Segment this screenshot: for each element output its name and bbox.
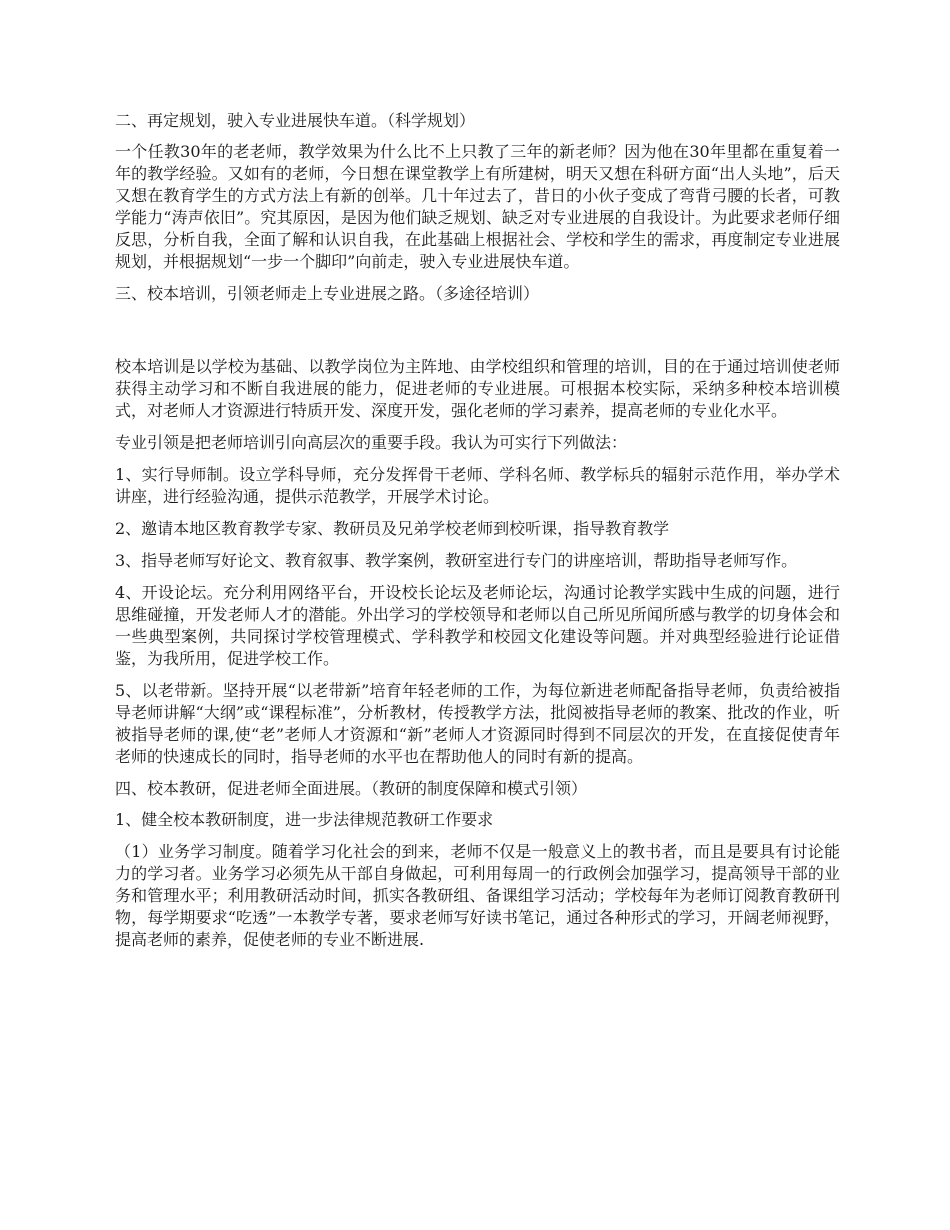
section-heading-planning: 二、再定规划，驶入专业进展快车道。（科学规划） [115, 111, 476, 130]
paragraph-training-body: 校本培训是以学校为基础、以教学岗位为主阵地、由学校组织和管理的培训，目的在于通过培训使老师获得主动学习和不断自我进展的能力，促进老师的专业进展。可根据本校实际，采纳多种校本培训模式，对老师人才资源进行特质开发、深度开发，强化老师的学习素养，提高老师的专业化水平。 [115, 357, 840, 420]
section-heading-training: 三、校本培训，引领老师走上专业进展之路。（多途径培训） [115, 284, 540, 303]
list-item-research-system: 1、健全校本教研制度，进一步法律规范教研工作要求 [115, 810, 494, 829]
document-page [115, 110, 840, 961]
section-heading-research: 四、校本教研，促进老师全面进展。（教研的制度保障和模式引领） [115, 779, 588, 798]
list-item-mentor-system: 1、实行导师制。设立学科导师，充分发挥骨干老师、学科名师、教学标兵的辐射示范作用，举办学术讲座，进行经验沟通，提供示范教学，开展学术讨论。 [115, 465, 840, 506]
paragraph-study-system: （1）业务学习制度。随着学习化社会的到来，老师不仅是一般意义上的教书者，而且是要具有讨论能力的学习者。业务学习必须先从干部自身做起，可利用每周一的行政例会加强学习，提高领导干部的业务和管理水平；利用教研活动时间，抓实各教研组、备课组学习活动；学校每年为老师订阅教育教研刊物，每学期要求“吃透”一本教学专著，要求老师写好读书笔记，通过各种形式的学习，开阔老师视野，提高老师的素养，促使老师的专业不断进展. [115, 842, 840, 949]
list-item-writing-guidance: 3、指导老师写好论文、教育叙事、教学案例，教研室进行专门的讲座培训，帮助指导老师写作。 [115, 551, 798, 570]
list-item-invite-experts: 2、邀请本地区教育教学专家、教研员及兄弟学校老师到校听课，指导教育教学 [115, 519, 670, 538]
paragraph-professional-guidance: 专业引领是把老师培训引向高层次的重要手段。我认为可实行下列做法： [115, 433, 628, 452]
list-item-old-leads-new: 5、以老带新。坚持开展“以老带新”培育年轻老师的工作，为每位新进老师配备指导老师，负责给被指导老师讲解“大纲”或“课程标准”，分析教材，传授教学方法，批阅被指导老师的教案、批改的作业，听被指导老师的课,使“老”老师人才资源和“新”老师人才资源同时得到不同层次的开发，在直接促使青年老师的快速成长的同时，指导老师的水平也在帮助他人的同时有新的提高。 [115, 681, 840, 766]
paragraph-planning-body: 一个任教30年的老老师，教学效果为什么比不上只教了三年的新老师？因为他在30年里都在重复着一年的教学经验。又如有的老师，今日想在课堂教学上有所建树，明天又想在科研方面“出人头地”，后天又想在教育学生的方式方法上有新的创举。几十年过去了，昔日的小伙子变成了弯背弓腰的长者，可教学能力“涛声依旧”。究其原因，是因为他们缺乏规划、缺乏对专业进展的自我设计。为此要求老师仔细反思，分析自我，全面了解和认识自我，在此基础上根据社会、学校和学生的需求，再度制定专业进展规划，并根据规划“一步一个脚印”向前走，驶入专业进展快车道。 [115, 142, 840, 271]
list-item-forums: 4、开设论坛。充分利用网络平台，开设校长论坛及老师论坛，沟通讨论教学实践中生成的问题，进行思维碰撞，开发老师人才的潜能。外出学习的学校领导和老师以自己所见所闻所感与教学的切身体会和一些典型案例，共同探讨学校管理模式、学科教学和校园文化建设等问题。并对典型经验进行论证借鉴，为我所用，促进学校工作。 [115, 583, 840, 668]
blank-spacer [115, 314, 840, 356]
